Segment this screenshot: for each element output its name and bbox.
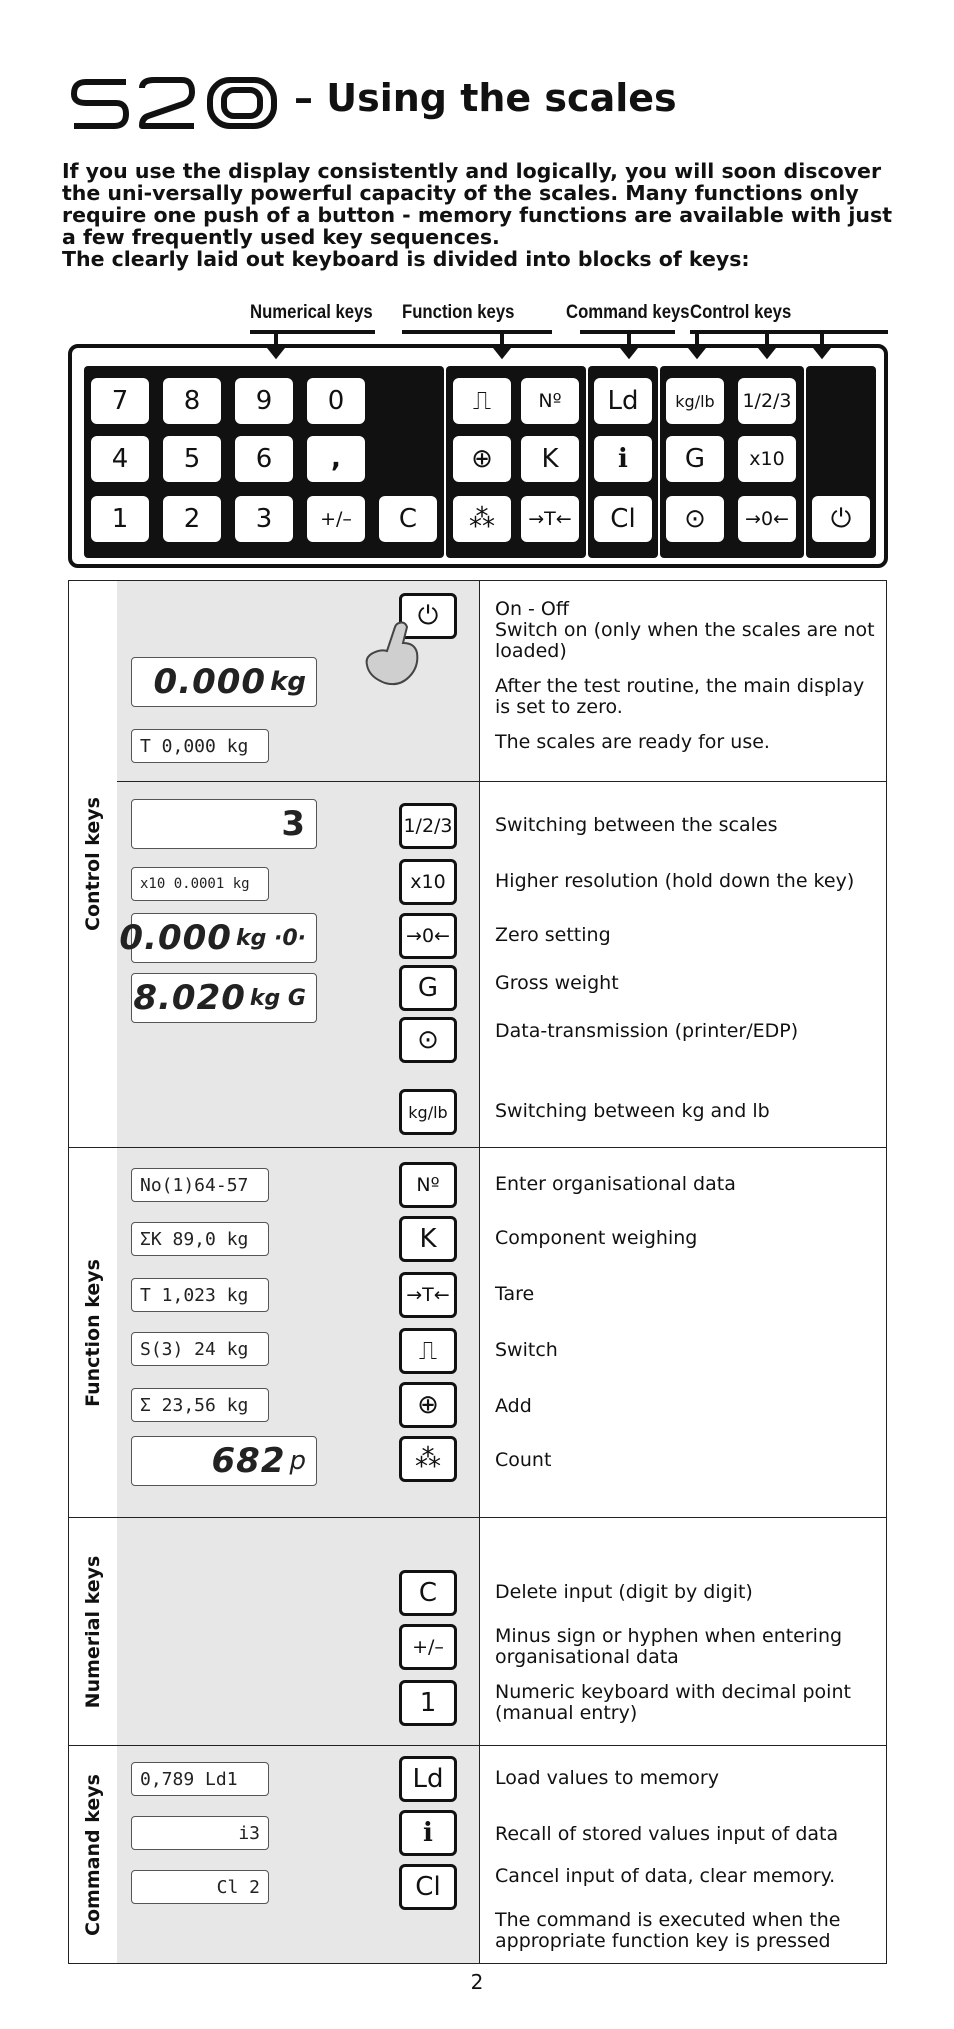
key-print[interactable]: ⊙ bbox=[666, 496, 724, 542]
x10-display: x10 0.0001 kg bbox=[131, 867, 269, 901]
load-display: 0,789 Ld1 bbox=[131, 1762, 269, 1796]
add-desc: Add bbox=[495, 1395, 532, 1417]
secondary-display: T 0,000 kg bbox=[131, 729, 269, 763]
component-display: ΣK 89,0 kg bbox=[131, 1222, 269, 1256]
switch-desc: Switch bbox=[495, 1339, 558, 1361]
key-add[interactable]: ⊕ bbox=[453, 436, 511, 482]
number-key[interactable]: Nº bbox=[399, 1162, 457, 1208]
zero-key[interactable]: →0← bbox=[399, 913, 457, 959]
section-label: Function keys bbox=[82, 1258, 104, 1407]
tare-key[interactable]: →T← bbox=[399, 1272, 457, 1318]
key-kg-lb[interactable]: kg/lb bbox=[666, 378, 724, 424]
plus-minus-desc: Minus sign or hyphen when entering organisational data bbox=[495, 1625, 843, 1668]
page-title: – Using the scales bbox=[294, 76, 677, 120]
section-label: Command keys bbox=[82, 1773, 104, 1936]
clear-key[interactable]: C bbox=[399, 1570, 457, 1616]
key-x10[interactable]: x10 bbox=[738, 436, 796, 482]
org-data-desc: Enter organisational data bbox=[495, 1173, 736, 1195]
key-info[interactable]: i bbox=[594, 436, 652, 482]
key-1[interactable]: 1 bbox=[91, 496, 149, 542]
count-desc: Count bbox=[495, 1449, 552, 1471]
kg-lb-desc: Switching between kg and lb bbox=[495, 1100, 770, 1122]
section-control-keys bbox=[69, 581, 886, 1147]
category-command: Command keys bbox=[566, 302, 690, 323]
key-2[interactable]: 2 bbox=[163, 496, 221, 542]
onoff-description: On - Off Switch on (only when the scales are not loaded) After the test routine, the main display is set to zero. The scales are ready for use. bbox=[495, 598, 875, 753]
clear-desc: Delete input (digit by digit) bbox=[495, 1581, 753, 1603]
count-key[interactable]: ⁂ bbox=[399, 1436, 457, 1482]
add-display: Σ 23,56 kg bbox=[131, 1388, 269, 1422]
key-4[interactable]: 4 bbox=[91, 436, 149, 482]
key-load[interactable]: Ld bbox=[594, 378, 652, 424]
tare-desc: Tare bbox=[495, 1283, 535, 1305]
key-zero[interactable]: →0← bbox=[738, 496, 796, 542]
key-9[interactable]: 9 bbox=[235, 378, 293, 424]
x10-key[interactable]: x10 bbox=[399, 859, 457, 905]
info-display: i3 bbox=[131, 1816, 269, 1850]
category-control: Control keys bbox=[690, 302, 792, 323]
key-scale-select[interactable]: 1/2/3 bbox=[738, 378, 796, 424]
gross-display: 8.020 kg G bbox=[131, 973, 317, 1023]
scale-select-desc: Switching between the scales bbox=[495, 814, 778, 836]
kg-lb-key[interactable]: kg/lb bbox=[399, 1089, 457, 1135]
category-function: Function keys bbox=[402, 302, 515, 323]
category-numerical: Numerical keys bbox=[250, 302, 373, 323]
pointing-hand-icon bbox=[359, 619, 423, 689]
switch-key[interactable]: ⎍ bbox=[399, 1328, 457, 1374]
power-key[interactable]: ⏻ bbox=[399, 593, 457, 639]
gross-key[interactable]: G bbox=[399, 965, 457, 1011]
zero-desc: Zero setting bbox=[495, 924, 611, 946]
section-label: Control keys bbox=[82, 797, 104, 931]
section-numerical-keys bbox=[69, 1517, 886, 1745]
zero-display: 0.000 kg ·0· bbox=[131, 913, 317, 963]
key-7[interactable]: 7 bbox=[91, 378, 149, 424]
key-number[interactable]: Nº bbox=[521, 378, 579, 424]
load-key[interactable]: Ld bbox=[399, 1756, 457, 1802]
print-desc: Data-transmission (printer/EDP) bbox=[495, 1020, 799, 1042]
key-6[interactable]: 6 bbox=[235, 436, 293, 482]
info-desc: Recall of stored values input of data bbox=[495, 1823, 839, 1845]
cancel-display: Cl 2 bbox=[131, 1870, 269, 1904]
key-gross[interactable]: G bbox=[666, 436, 724, 482]
key-component[interactable]: K bbox=[521, 436, 579, 482]
load-desc: Load values to memory bbox=[495, 1767, 719, 1789]
add-key[interactable]: ⊕ bbox=[399, 1382, 457, 1428]
org-data-display: No(1)64-57 bbox=[131, 1168, 269, 1202]
numeric-desc: Numeric keyboard with decimal point (manual entry) bbox=[495, 1681, 851, 1724]
scale-number-display: 3 bbox=[131, 799, 317, 849]
s20-logo bbox=[68, 72, 280, 134]
gross-desc: Gross weight bbox=[495, 972, 619, 994]
tare-display: T 1,023 kg bbox=[131, 1278, 269, 1312]
key-count[interactable]: ⁂ bbox=[453, 496, 511, 542]
key-0[interactable]: 0 bbox=[307, 378, 365, 424]
key-tare[interactable]: →T← bbox=[521, 496, 579, 542]
scale-select-key[interactable]: 1/2/3 bbox=[399, 803, 457, 849]
section-label: Numerial keys bbox=[82, 1555, 104, 1708]
plus-minus-key[interactable]: +/– bbox=[399, 1624, 457, 1670]
numeric-one-key[interactable]: 1 bbox=[399, 1680, 457, 1726]
command-note: The command is executed when the appropriate function key is pressed bbox=[495, 1909, 841, 1952]
key-cancel[interactable]: Cl bbox=[594, 496, 652, 542]
info-key[interactable]: i bbox=[399, 1810, 457, 1856]
component-key[interactable]: K bbox=[399, 1216, 457, 1262]
cancel-desc: Cancel input of data, clear memory. bbox=[495, 1865, 836, 1887]
section-command-keys bbox=[69, 1745, 886, 1963]
page-number: 2 bbox=[470, 1970, 484, 1994]
switch-display: S(3) 24 kg bbox=[131, 1332, 269, 1366]
intro-paragraph-2: The clearly laid out keyboard is divided into blocks of keys: bbox=[62, 247, 750, 271]
key-clear[interactable]: C bbox=[379, 496, 437, 542]
count-display: 682 p bbox=[131, 1436, 317, 1486]
key-plus-minus[interactable]: +/– bbox=[307, 496, 365, 542]
key-comma[interactable]: , bbox=[307, 436, 365, 482]
main-display: 0.000 kg bbox=[131, 657, 317, 707]
print-key[interactable]: ⊙ bbox=[399, 1017, 457, 1063]
intro-text bbox=[62, 160, 892, 270]
component-desc: Component weighing bbox=[495, 1227, 698, 1249]
cancel-key[interactable]: Cl bbox=[399, 1864, 457, 1910]
key-8[interactable]: 8 bbox=[163, 378, 221, 424]
key-5[interactable]: 5 bbox=[163, 436, 221, 482]
key-switch[interactable]: ⎍ bbox=[453, 378, 511, 424]
intro-paragraph-1: If you use the display consistently and logically, you will soon discover the uni-versally powerful capacity of the scales. Many functions only require one push of a button - memory functions are available with just a few frequently used key sequences. bbox=[62, 159, 892, 249]
key-power[interactable]: ⏻ bbox=[812, 496, 870, 542]
section-function-keys bbox=[69, 1147, 886, 1517]
x10-desc: Higher resolution (hold down the key) bbox=[495, 870, 855, 892]
key-reference-table bbox=[68, 580, 887, 1964]
key-3[interactable]: 3 bbox=[235, 496, 293, 542]
